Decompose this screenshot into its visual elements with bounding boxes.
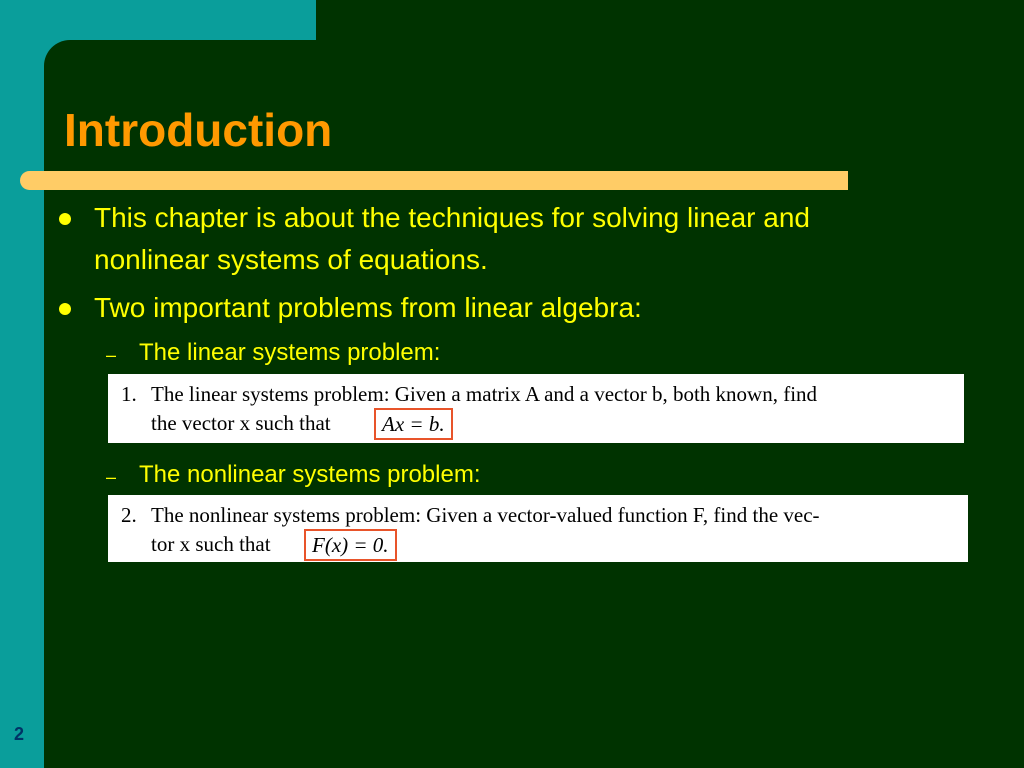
textbook-excerpt-linear bbox=[108, 374, 964, 443]
excerpt-line: tor x such that bbox=[151, 532, 271, 556]
sub-bullet-dash: – bbox=[106, 345, 117, 365]
page-number: 2 bbox=[14, 724, 25, 744]
title-underline-bar bbox=[20, 171, 848, 190]
bullet-line: This chapter is about the techniques for solving linear and bbox=[94, 202, 810, 233]
sub-bullet-text: The linear systems problem: bbox=[139, 339, 441, 366]
bullet-line: nonlinear systems of equations. bbox=[94, 244, 488, 275]
bullet-dot bbox=[59, 303, 71, 315]
highlighted-formula: Ax = b. bbox=[374, 408, 453, 440]
excerpt-number: 2. bbox=[121, 503, 137, 527]
highlighted-formula: F(x) = 0. bbox=[304, 529, 397, 561]
excerpt-line: The nonlinear systems problem: Given a vector-valued function F, find the vec- bbox=[151, 503, 820, 527]
top-right-panel bbox=[316, 0, 1024, 60]
bullet-text bbox=[94, 197, 810, 281]
textbook-excerpt-nonlinear bbox=[108, 495, 968, 562]
excerpt-line: The linear systems problem: Given a matrix A and a vector b, both known, find bbox=[151, 382, 818, 406]
sub-bullet-text: The nonlinear systems problem: bbox=[139, 461, 481, 488]
sub-bullet-dash: – bbox=[106, 467, 117, 487]
bullet-dot bbox=[59, 213, 71, 225]
excerpt-line: the vector x such that bbox=[151, 411, 331, 435]
excerpt-number: 1. bbox=[121, 382, 137, 406]
slide-title: Introduction bbox=[64, 104, 333, 156]
bullet-text: Two important problems from linear algebra: bbox=[94, 292, 642, 323]
